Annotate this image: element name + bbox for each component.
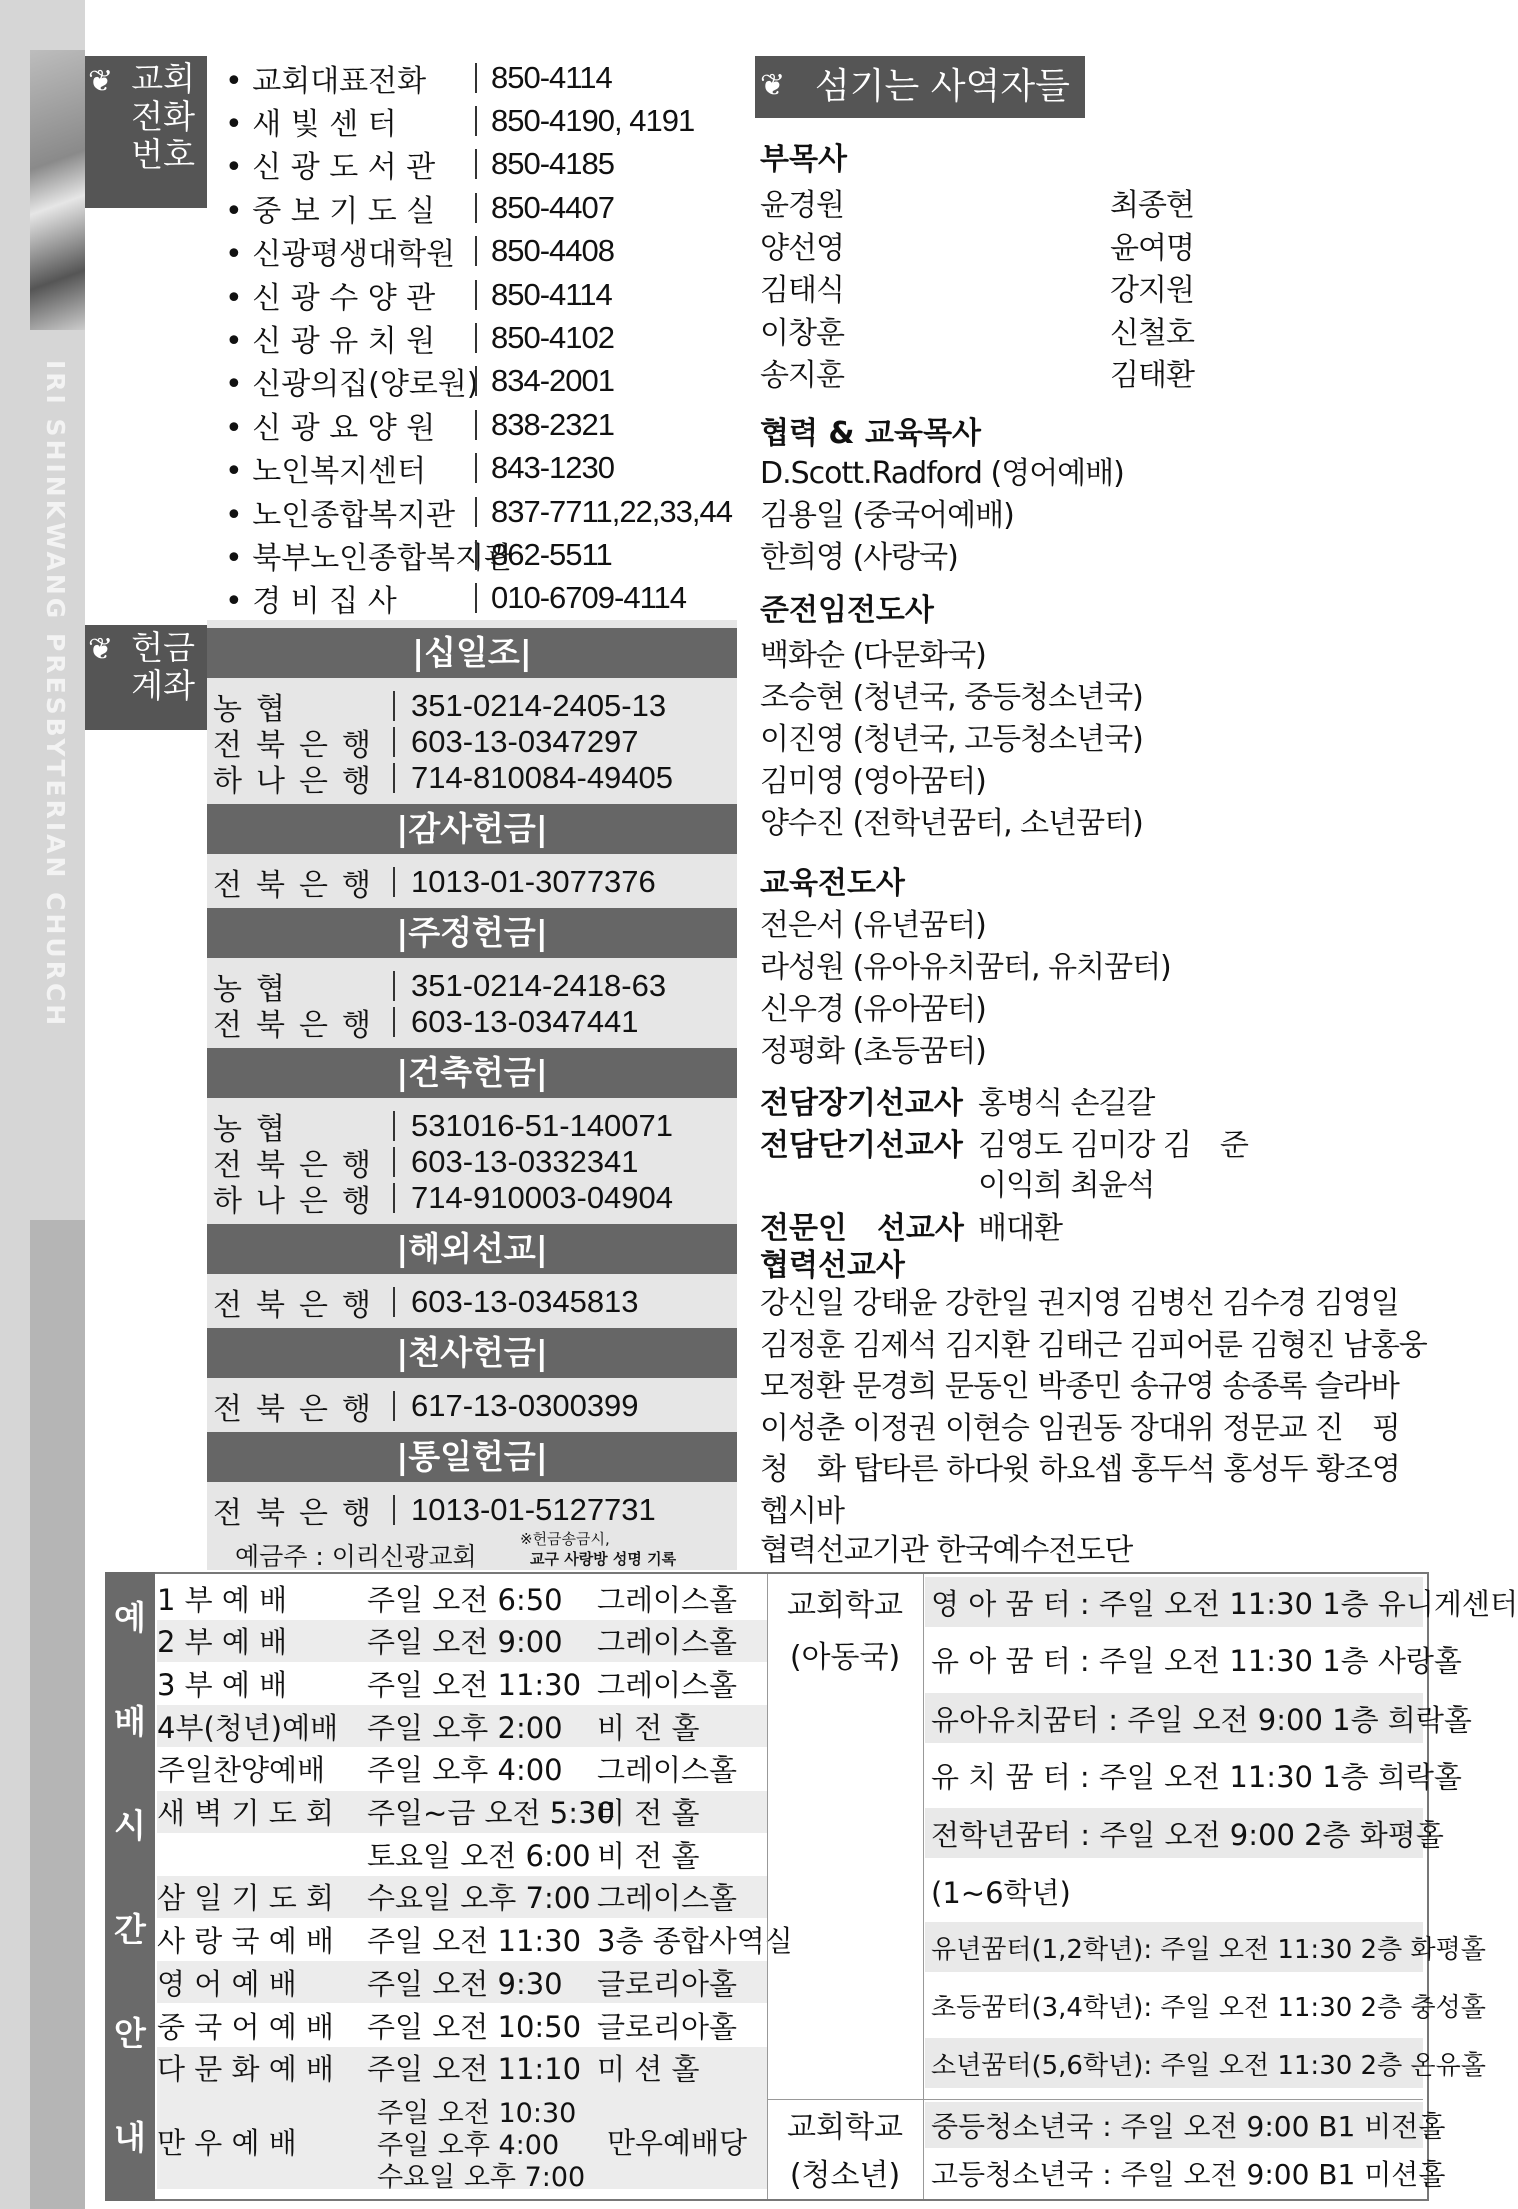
school-row: 중등청소년국 : 주일 오전 9:00 B1 비전홀: [931, 2110, 1446, 2143]
minister-name: 윤경원: [760, 188, 844, 223]
phone-row: [225, 186, 735, 229]
separator: [475, 583, 485, 613]
pro-missionary: 배대환: [978, 1211, 1062, 1246]
service-place: 글로리아홀: [597, 2009, 738, 2044]
service-row: [157, 1919, 797, 1961]
account-section-title: |건축헌금|: [207, 1048, 737, 1098]
account-section-title: |감사헌금|: [207, 804, 737, 854]
school-row: (1~6학년): [931, 1875, 1071, 1910]
phone-row: [225, 273, 735, 316]
separator: [393, 971, 403, 1001]
minister-name: 조승현 (청년국, 중등청소년국): [760, 680, 1143, 715]
minister-name: 모정환 문경희 문동인 박종민 송규영 송종록 슬라바: [760, 1369, 1399, 1404]
school-youth-label: 교회학교 (청소년): [787, 2110, 903, 2193]
service-time: 수요일 오후 7:00: [367, 1881, 591, 1916]
separator: [475, 540, 485, 570]
phone-number: 850-4408: [491, 233, 615, 269]
service-name: 3 부 예 배: [157, 1667, 288, 1702]
schedule-label-char: 간: [114, 1910, 146, 1949]
service-name: 중 국 어 예 배: [157, 2009, 334, 2044]
leaf-icon: ❦: [760, 68, 786, 103]
account-number: 603-13-0347297: [411, 724, 639, 759]
service-place: 만우예배당: [607, 2126, 748, 2161]
bank-name: 농협: [213, 1112, 299, 1147]
service-row: [157, 1620, 797, 1662]
minister-name: 김태환: [1110, 358, 1194, 393]
service-name: 4부(청년)예배: [157, 1710, 339, 1745]
minister-name: 청 화 탑타른 하다윗 하요셉 홍두석 홍성두 황조영: [760, 1452, 1400, 1487]
phone-row: [225, 490, 735, 533]
divider: [923, 1574, 924, 2199]
account-row: [213, 864, 733, 903]
phone-row: [225, 533, 735, 576]
service-name: 1 부 예 배: [157, 1582, 288, 1617]
phone-name: • 교회대표전화: [225, 63, 427, 99]
service-row: [157, 1833, 797, 1875]
service-name: 새 벽 기 도 회: [157, 1796, 334, 1830]
bank-name: 전북은행: [213, 868, 385, 903]
separator: [393, 1495, 403, 1525]
depositor: 예금주 : 이리신광교회: [235, 1542, 477, 1571]
account-section-title: |해외선교|: [207, 1224, 737, 1274]
separator: [475, 453, 485, 483]
schedule-label-char: 내: [114, 2118, 146, 2157]
minister-name: 양선영: [760, 230, 844, 266]
bank-name: 전북은행: [213, 1496, 385, 1531]
phone-number: 834-2001: [491, 363, 615, 399]
phone-name: • 신광의집(양로원): [225, 367, 479, 403]
phone-number: 010-6709-4114: [491, 580, 686, 616]
account-row: [213, 760, 733, 799]
account-number: 1013-01-5127731: [411, 1492, 656, 1527]
separator: [393, 691, 403, 721]
phone-name: • 북부노인종합복지관: [225, 541, 514, 576]
service-time: 주일 오후 2:00: [367, 1710, 563, 1745]
phone-name: • 신광평생대학원: [225, 237, 456, 273]
service-time: 토요일 오전 6:00: [367, 1838, 591, 1873]
separator: [475, 497, 485, 527]
separator: [393, 867, 403, 897]
coop-pastors-heading: 협력 & 교육목사: [760, 416, 981, 451]
account-number: 351-0214-2405-13: [411, 688, 667, 723]
phone-name: • 신 광 도 서 관: [225, 150, 436, 186]
separator: [475, 63, 485, 93]
phone-name: • 신 광 유 치 원: [225, 324, 436, 360]
separator: [475, 323, 485, 353]
phone-number: 850-4185: [491, 146, 615, 182]
school-row: 전학년꿈터 : 주일 오전 9:00 2층 화평홀: [931, 1817, 1444, 1852]
account-row: [213, 1284, 733, 1323]
service-time: 수요일 오후 7:00: [377, 2162, 586, 2194]
bank-name: 전북은행: [213, 1288, 385, 1323]
phone-row: [225, 99, 735, 142]
account-row: [213, 1388, 733, 1427]
service-name: 영 어 예 배: [157, 1966, 297, 2001]
minister-name: 이성춘 이정권 이현승 임권동 장대위 정문교 진 핑: [760, 1410, 1400, 1446]
minister-name: 이창훈: [760, 315, 844, 351]
service-row: [157, 1748, 797, 1790]
school-row: 유 아 꿈 터 : 주일 오전 11:30 1층 사랑홀: [931, 1643, 1462, 1678]
school-row: 초등꿈터(3,4학년): 주일 오전 11:30 2층 충성홀: [931, 1992, 1486, 2023]
bank-name: 하나은행: [213, 1184, 385, 1219]
phone-number: 850-4190, 4191: [491, 103, 695, 139]
service-name: 2 부 예 배: [157, 1625, 288, 1660]
phone-row: [225, 230, 735, 273]
minister-name: 라성원 (유아유치꿈터, 유치꿈터): [760, 950, 1171, 985]
associate-pastors-heading: 부목사: [760, 142, 847, 177]
bank-name: 하나은행: [213, 764, 385, 799]
edu-evangelists-heading: 교육전도사: [760, 866, 905, 901]
service-time: 주일 오후 4:00: [377, 2130, 560, 2162]
schedule-label-char: 시: [114, 1806, 146, 1845]
minister-name: 윤여명: [1110, 230, 1194, 266]
phone-row: [225, 56, 735, 99]
minister-name: 김용일 (중국어예배): [760, 498, 1014, 533]
account-section-label: 헌금 계좌: [85, 625, 207, 730]
service-name: 사 랑 국 예 배: [157, 1924, 334, 1959]
separator: [393, 1007, 403, 1037]
bank-name: 농협: [213, 692, 299, 727]
schedule-label-char: 배: [114, 1702, 146, 1741]
account-row: [213, 968, 733, 1007]
bank-name: 전북은행: [213, 728, 385, 763]
service-time: 주일 오전 11:30: [367, 1667, 582, 1702]
service-place: 비 전 홀: [597, 1796, 700, 1830]
separator: [393, 1287, 403, 1317]
minister-name: 송지훈: [760, 358, 844, 393]
service-row: [157, 2047, 797, 2089]
decorative-photo: [30, 50, 85, 330]
service-place: 비 전 홀: [597, 1838, 700, 1873]
account-row: [213, 1180, 733, 1219]
schedule-label: [105, 1572, 155, 2201]
bank-name: 전북은행: [213, 1008, 385, 1043]
service-row: [157, 1876, 797, 1918]
school-row: 유아유치꿈터 : 주일 오전 9:00 1층 희락홀: [931, 1702, 1472, 1737]
account-section-title: |주정헌금|: [207, 908, 737, 958]
minister-name: 백화순 (다문화국): [760, 638, 986, 673]
coop-missionary-heading: 협력선교사: [760, 1248, 905, 1283]
phone-name: • 노인종합복지관: [225, 497, 456, 533]
minister-name: 양수진 (전학년꿈터, 소년꿈터): [760, 806, 1143, 841]
service-row: [157, 1961, 797, 2003]
school-row: 유년꿈터(1,2학년): 주일 오전 11:30 2층 화평홀: [931, 1934, 1486, 1965]
phone-name: • 경 비 집 사: [225, 584, 397, 620]
account-number: 603-13-0345813: [411, 1284, 639, 1319]
service-time: 주일 오전 11:10: [367, 2052, 582, 2087]
minister-name: 김미영 (영아꿈터): [760, 764, 986, 799]
separator: [475, 106, 485, 136]
account-number: 351-0214-2418-63: [411, 968, 667, 1003]
phone-number: 850-4407: [491, 189, 615, 225]
account-number: 617-13-0300399: [411, 1388, 639, 1423]
bank-name: 전북은행: [213, 1392, 385, 1427]
phone-row: [225, 143, 735, 186]
minister-name: 강지원: [1110, 273, 1194, 308]
service-row: [157, 2004, 797, 2046]
account-row: [213, 688, 733, 727]
leaf-icon: ❦: [88, 64, 114, 99]
minister-name: 이진영 (청년국, 고등청소년국): [760, 722, 1143, 757]
separator: [393, 727, 403, 757]
account-section-title: |천사헌금|: [207, 1328, 737, 1378]
minister-name: 헵시바: [760, 1493, 844, 1529]
account-row: [213, 1004, 733, 1043]
service-name: 다 문 화 예 배: [157, 2052, 334, 2087]
separator: [475, 193, 485, 223]
minister-name: 최종현: [1110, 188, 1194, 223]
phone-number: 850-4114: [491, 276, 612, 312]
minister-name: 김태식: [760, 273, 844, 308]
minister-name: 한희영 (사랑국): [760, 540, 958, 575]
phone-name: • 신 광 요 양 원: [225, 410, 436, 446]
account-number: 1013-01-3077376: [411, 864, 656, 899]
account-row: [213, 1108, 733, 1147]
account-number: 714-810084-49405: [411, 760, 674, 795]
service-place: 비 전 홀: [597, 1710, 700, 1745]
decorative-strip: [30, 1220, 85, 2209]
separator: [393, 1391, 403, 1421]
school-child-label: 교회학교 (아동국): [787, 1588, 903, 1675]
short-term-missionaries-1: 김영도 김미강 김 준: [978, 1128, 1248, 1163]
phone-number: 837-7711,22,33,44: [491, 493, 732, 529]
service-time: 주일~금 오전 5:30: [367, 1796, 615, 1830]
service-time: 주일 오전 9:00: [367, 1625, 563, 1660]
long-term-missionaries: 홍병식 손길갈: [978, 1086, 1155, 1121]
service-place: 그레이스홀: [597, 1667, 738, 1702]
phone-name: • 중 보 기 도 실: [225, 193, 436, 229]
leaf-icon: ❦: [88, 632, 114, 667]
minister-name: 신우경 (유아꿈터): [760, 992, 986, 1027]
separator: [393, 763, 403, 793]
separator: [475, 236, 485, 266]
service-time: 주일 오전 6:50: [367, 1582, 563, 1617]
phone-number: 850-4102: [491, 320, 615, 356]
service-name: 주일찬양예배: [157, 1753, 326, 1788]
phone-list: [225, 56, 735, 620]
account-number: 714-910003-04904: [411, 1180, 674, 1215]
service-place: 그레이스홀: [597, 1625, 738, 1660]
service-name: 삼 일 기 도 회: [157, 1881, 334, 1916]
separator: [393, 1183, 403, 1213]
service-time: 주일 오전 10:50: [367, 2009, 582, 2044]
school-row: 소년꿈터(5,6학년): 주일 오전 11:30 2층 온유홀: [931, 2050, 1486, 2081]
phone-number: 838-2321: [491, 406, 615, 442]
phone-row: [225, 360, 735, 403]
short-term-missionary-heading: 전담단기선교사: [760, 1128, 963, 1163]
long-term-missionary-heading: 전담장기선교사: [760, 1086, 963, 1121]
service-place: 미 션 홀: [597, 2052, 700, 2087]
service-time: 주일 오전 11:30: [367, 1924, 582, 1959]
service-place: 그레이스홀: [597, 1582, 738, 1617]
phone-row: [225, 447, 735, 490]
account-section-title: |십일조|: [207, 628, 737, 678]
service-row: [157, 1791, 797, 1833]
minister-name: 강신일 강태윤 강한일 권지영 김병선 김수경 김영일: [760, 1286, 1399, 1321]
vertical-church-name: IRI SHINKWANG PRESBYTERIAN CHURCH: [41, 360, 70, 1029]
phone-row: [225, 403, 735, 446]
phone-number: 850-4114: [491, 59, 612, 95]
service-place: 그레이스홀: [597, 1881, 738, 1916]
service-name: 만 우 예 배: [157, 2126, 297, 2161]
semi-evangelists-heading: 준전임전도사: [760, 593, 934, 628]
divider: [767, 2099, 1423, 2100]
service-time: 주일 오후 4:00: [367, 1753, 563, 1788]
pro-missionary-heading: 전문인 선교사: [760, 1211, 964, 1246]
schedule-label-char: 안: [114, 2014, 146, 2053]
separator: [475, 149, 485, 179]
bank-name: 농협: [213, 972, 299, 1007]
account-number: 603-13-0347441: [411, 1004, 639, 1039]
transfer-note-2: 교구 사랑방 성명 기록: [530, 1550, 677, 1568]
bank-name: 전북은행: [213, 1148, 385, 1183]
phone-number: 843-1230: [491, 450, 615, 486]
service-place: 그레이스홀: [597, 1753, 738, 1788]
short-term-missionaries-2: 이익희 최윤석: [978, 1168, 1155, 1203]
divider: [767, 1574, 768, 2199]
service-row: [157, 1705, 797, 1747]
separator: [393, 1147, 403, 1177]
phone-number: 862-5511: [491, 536, 612, 572]
ministers-title: 섬기는 사역자들: [755, 56, 1085, 118]
service-place: 3층 종합사역실: [597, 1924, 793, 1959]
minister-name: 김정훈 김제석 김지환 김태근 김피어룬 김형진 남홍웅: [760, 1327, 1427, 1363]
service-time: 주일 오전 10:30: [377, 2098, 577, 2130]
service-row: [157, 1662, 797, 1704]
service-row: [157, 1577, 797, 1619]
phone-section-label: 교회 전화 번호: [85, 56, 207, 208]
school-row: 고등청소년국 : 주일 오전 9:00 B1 미션홀: [931, 2158, 1446, 2191]
account-number: 603-13-0332341: [411, 1144, 639, 1179]
transfer-note-1: ※헌금송금시,: [520, 1530, 610, 1548]
minister-name: D.Scott.Radford (영어예배): [760, 456, 1124, 491]
coop-mission-org: 협력선교기관 한국예수전도단: [760, 1533, 1133, 1568]
service-place: 글로리아홀: [597, 1966, 738, 2001]
phone-name: • 신 광 수 양 관: [225, 280, 436, 316]
phone-name: • 새 빛 센 터: [225, 107, 397, 143]
minister-name: 정평화 (초등꿈터): [760, 1034, 986, 1069]
school-row: 영 아 꿈 터 : 주일 오전 11:30 1층 유니게센터: [931, 1586, 1518, 1621]
phone-row: [225, 577, 735, 620]
account-number: 531016-51-140071: [411, 1108, 674, 1143]
phone-row: [225, 316, 735, 359]
service-time: 주일 오전 9:30: [367, 1966, 563, 2001]
account-section-title: |통일헌금|: [207, 1432, 737, 1482]
separator: [475, 280, 485, 310]
account-row: [213, 1144, 733, 1183]
phone-name: • 노인복지센터: [225, 454, 427, 490]
minister-name: 신철호: [1110, 315, 1194, 351]
schedule-label-char: 예: [114, 1598, 146, 1637]
school-row: 유 치 꿈 터 : 주일 오전 11:30 1층 희락홀: [931, 1759, 1462, 1794]
account-row: [213, 724, 733, 763]
separator: [475, 366, 485, 396]
minister-name: 전은서 (유년꿈터): [760, 908, 986, 943]
separator: [393, 1111, 403, 1141]
separator: [475, 410, 485, 440]
account-row: [213, 1492, 733, 1531]
